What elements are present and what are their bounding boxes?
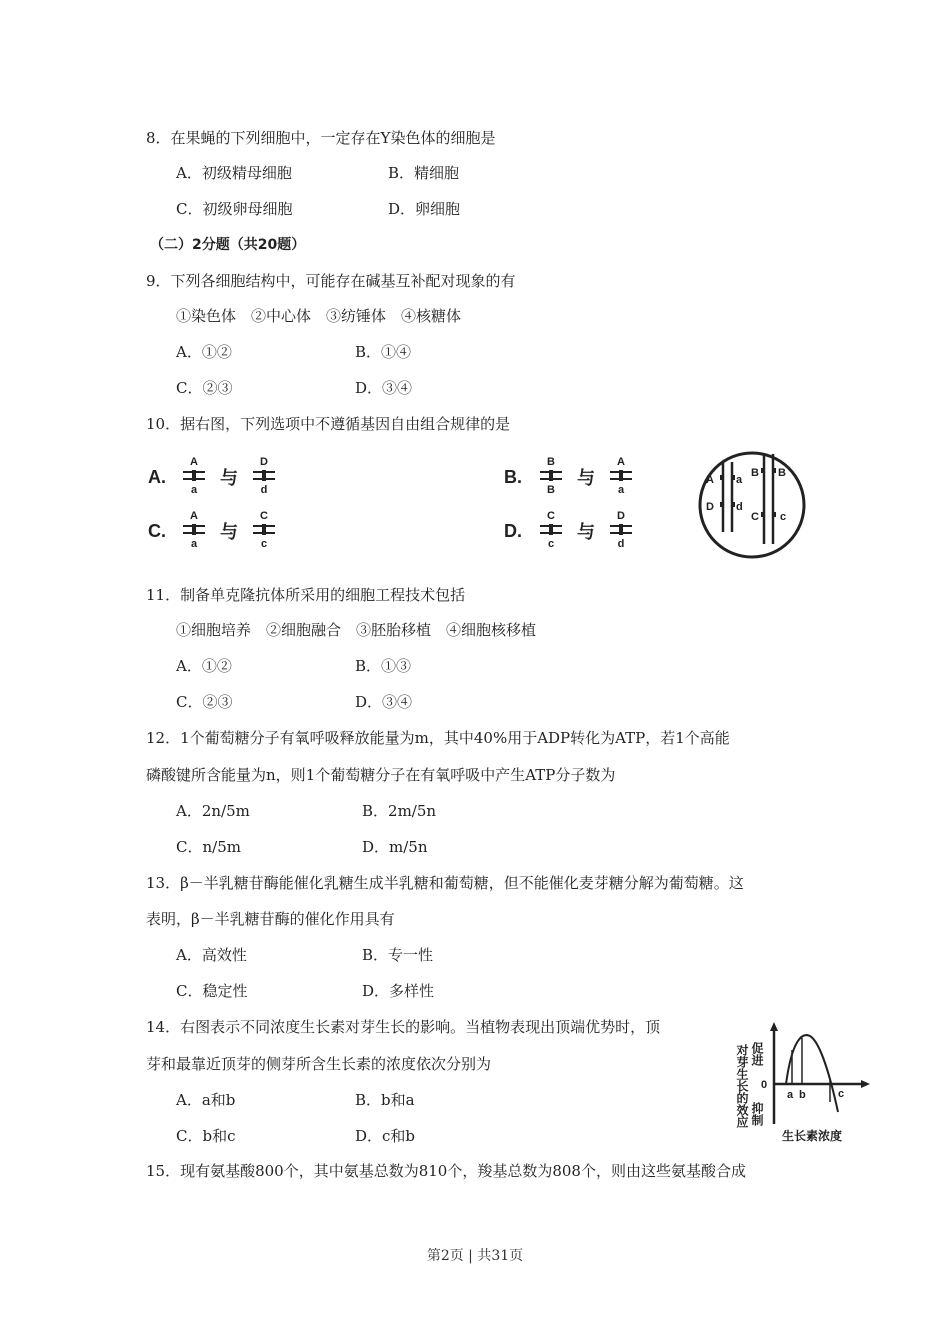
cell-gene-label: B <box>751 467 759 479</box>
q10-stem: 10．据右图，下列选项中不遵循基因自由组合规律的是 <box>146 415 511 433</box>
q10-b-pair2 <box>610 456 632 496</box>
q10-option-d-letter: D. <box>504 521 522 541</box>
q10-b-pair1 <box>540 456 562 496</box>
gene-label: A <box>190 456 198 468</box>
q10-a-pair1 <box>183 456 205 496</box>
gene-label: d <box>260 484 268 496</box>
gene-label: A <box>617 456 625 468</box>
cell-gene-label: D <box>706 501 714 513</box>
q10-option-a-letter: A. <box>148 467 166 487</box>
gene-label: C <box>260 510 268 522</box>
gene-label: a <box>190 484 198 496</box>
graph-promote-label: 促进 <box>750 1042 764 1066</box>
graph-point-a: a <box>787 1089 794 1101</box>
gene-label: c <box>260 538 268 550</box>
gene-label: B <box>547 456 555 468</box>
q14-auxin-graph <box>730 1020 880 1148</box>
q14-stem-line1: 14．右图表示不同浓度生长素对芽生长的影响。当植物表现出顶端优势时，顶 <box>146 1018 661 1036</box>
q8-option-c: C．初级卵母细胞 <box>176 200 293 218</box>
q13-option-d: D．多样性 <box>362 982 435 1000</box>
q10-c-pair1 <box>183 510 205 550</box>
q10-option-c-letter: C. <box>148 521 166 541</box>
q8-option-d: D．卵细胞 <box>388 200 461 218</box>
q14-option-c: C．b和c <box>176 1127 236 1145</box>
q13-stem-line2: 表明，β－半乳糖苷酶的催化作用具有 <box>146 910 395 928</box>
q10-connector: 与 <box>220 522 238 542</box>
q10-option-b-letter: B. <box>504 467 522 487</box>
gene-label: D <box>260 456 268 468</box>
q10-gene-figure <box>140 448 820 560</box>
q12-stem-line1: 12．1个葡萄糖分子有氧呼吸释放能量为m，其中40%用于ADP转化为ATP，若1个高能 <box>146 729 730 747</box>
graph-point-c: c <box>838 1088 845 1100</box>
page-footer: 第2页 | 共31页 <box>426 1248 524 1264</box>
q11-option-d: D．③④ <box>355 693 413 711</box>
graph-ylabel: 对芽生长的效应 <box>735 1044 749 1128</box>
graph-origin-label: 0 <box>761 1079 768 1091</box>
q10-connector: 与 <box>577 468 595 488</box>
q10-cell-diagram <box>700 453 804 557</box>
q10-connector: 与 <box>577 522 595 542</box>
q10-a-pair2 <box>253 456 275 496</box>
q12-option-d: D．m/5n <box>362 838 428 856</box>
q10-connector: 与 <box>220 468 238 488</box>
q8-stem: 8．在果蝇的下列细胞中，一定存在Y染色体的细胞是 <box>146 129 496 147</box>
q14-option-d: D．c和b <box>355 1127 416 1145</box>
q9-option-a: A．①② <box>176 343 232 361</box>
q13-option-c: C．稳定性 <box>176 982 248 1000</box>
cell-gene-label: A <box>706 474 714 486</box>
q10-d-pair2 <box>610 510 632 550</box>
cell-gene-label: B <box>778 467 786 479</box>
gene-label: c <box>547 538 555 550</box>
q11-option-a: A．①② <box>176 657 232 675</box>
q14-option-a: A．a和b <box>176 1091 236 1109</box>
q8-option-a: A．初级精母细胞 <box>176 164 292 182</box>
q10-d-pair1 <box>540 510 562 550</box>
gene-label: D <box>617 510 625 522</box>
q8-option-b: B．精细胞 <box>388 164 460 182</box>
q12-option-c: C．n/5m <box>176 838 241 856</box>
gene-label: a <box>617 484 625 496</box>
q13-option-b: B．专一性 <box>362 946 434 964</box>
graph-inhibit-label: 抑制 <box>750 1102 764 1126</box>
graph-xlabel: 生长素浓度 <box>782 1129 843 1143</box>
q12-option-a: A．2n/5m <box>176 802 250 820</box>
graph-point-b: b <box>799 1089 806 1101</box>
section-title: （二）2分题（共20题） <box>150 237 306 253</box>
q12-option-b: B．2m/5n <box>362 802 437 820</box>
cell-gene-label: c <box>780 511 787 523</box>
gene-label: d <box>617 538 625 550</box>
q11-option-b: B．①③ <box>355 657 412 675</box>
q9-items: ①染色体 ②中心体 ③纺锤体 ④核糖体 <box>176 307 462 325</box>
q12-stem-line2: 磷酸键所含能量为n，则1个葡萄糖分子在有氧呼吸中产生ATP分子数为 <box>146 766 616 784</box>
gene-label: A <box>190 510 198 522</box>
cell-gene-label: a <box>736 474 743 486</box>
q10-c-pair2 <box>253 510 275 550</box>
q9-option-c: C．②③ <box>176 379 233 397</box>
gene-label: C <box>547 510 555 522</box>
q13-option-a: A．高效性 <box>176 946 247 964</box>
q14-option-b: B．b和a <box>355 1091 415 1109</box>
gene-label: a <box>190 538 198 550</box>
q13-stem-line1: 13．β－半乳糖苷酶能催化乳糖生成半乳糖和葡萄糖，但不能催化麦芽糖分解为葡萄糖。这 <box>146 874 744 892</box>
q11-stem: 11．制备单克隆抗体所采用的细胞工程技术包括 <box>146 586 466 604</box>
q11-items: ①细胞培养 ②细胞融合 ③胚胎移植 ④细胞核移植 <box>176 621 537 639</box>
q9-option-b: B．①④ <box>355 343 412 361</box>
cell-gene-label: d <box>736 501 743 513</box>
q9-option-d: D．③④ <box>355 379 413 397</box>
q15-stem: 15．现有氨基酸800个，其中氨基总数为810个，羧基总数为808个，则由这些氨基酸合成 <box>146 1162 746 1180</box>
q14-stem-line2: 芽和最靠近顶芽的侧芽所含生长素的浓度依次分别为 <box>146 1055 492 1073</box>
q9-stem: 9．下列各细胞结构中，可能存在碱基互补配对现象的有 <box>146 272 516 290</box>
q11-option-c: C．②③ <box>176 693 233 711</box>
gene-label: B <box>547 484 555 496</box>
cell-gene-label: C <box>751 511 759 523</box>
